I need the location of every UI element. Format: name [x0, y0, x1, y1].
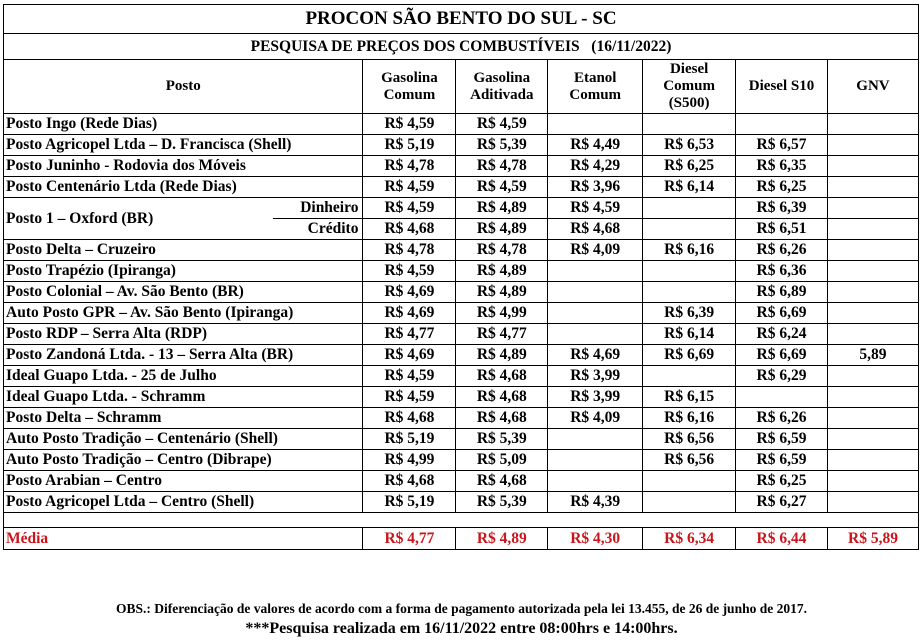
cell-gasolina-aditivada: R$ 5,39: [456, 429, 548, 450]
cell-etanol: R$ 3,96: [548, 177, 643, 198]
cell-gasolina-comum: R$ 4,68: [363, 408, 456, 429]
cell-gasolina-comum: R$ 4,78: [363, 156, 456, 177]
table-row: [4, 282, 919, 303]
cell-etanol: [548, 303, 643, 324]
average-row: [4, 528, 919, 550]
station-name: Posto Agricopel Ltda – D. Francisca (Shell): [4, 135, 363, 156]
cell-gnv: [827, 156, 918, 177]
cell-diesel-s10: R$ 6,25: [736, 177, 828, 198]
average-label: Média: [4, 528, 363, 550]
cell-gnv: [827, 282, 918, 303]
table-row: [4, 135, 919, 156]
cell-gasolina-comum: R$ 4,77: [363, 324, 456, 345]
cell-etanol: R$ 4,49: [548, 135, 643, 156]
observation-note: OBS.: Diferenciação de valores de acordo com a forma de pagamento autorizada pela lei 13.455, de 26 de junho de 2017.: [116, 601, 807, 616]
spacer-row: [4, 513, 919, 528]
cell-gasolina-aditivada: R$ 5,39: [456, 492, 548, 513]
cell-gnv: [827, 324, 918, 345]
cell-gasolina-aditivada: R$ 4,89: [456, 198, 548, 219]
cell-diesel-s10: R$ 6,69: [736, 345, 828, 366]
average-etanol: R$ 4,30: [548, 528, 643, 550]
cell-diesel-comum: [643, 219, 736, 240]
cell-diesel-s10: R$ 6,57: [736, 135, 828, 156]
header-etanol: Etanol Comum: [548, 60, 643, 114]
cell-diesel-comum: R$ 6,25: [643, 156, 736, 177]
cell-etanol: R$ 3,99: [548, 387, 643, 408]
header-posto: Posto: [4, 60, 363, 114]
station-name: Posto Arabian – Centro: [4, 471, 363, 492]
average-gasolina-aditivada: R$ 4,89: [456, 528, 548, 550]
cell-gasolina-comum: R$ 4,59: [363, 177, 456, 198]
cell-gnv: [827, 471, 918, 492]
cell-gasolina-comum: R$ 5,19: [363, 135, 456, 156]
table-row: [4, 492, 919, 513]
cell-diesel-comum: [643, 282, 736, 303]
table-row: [4, 345, 919, 366]
table-row: [4, 366, 919, 387]
station-name: Posto RDP – Serra Alta (RDP): [4, 324, 363, 345]
station-name: Posto Delta – Cruzeiro: [4, 240, 363, 261]
cell-gasolina-comum: R$ 4,59: [363, 387, 456, 408]
cell-gasolina-comum: R$ 4,59: [363, 366, 456, 387]
cell-gasolina-aditivada: R$ 4,68: [456, 387, 548, 408]
cell-gasolina-aditivada: R$ 4,78: [456, 156, 548, 177]
cell-gasolina-aditivada: R$ 4,68: [456, 366, 548, 387]
cell-gasolina-comum: R$ 4,69: [363, 303, 456, 324]
cell-gasolina-aditivada: R$ 4,78: [456, 240, 548, 261]
cell-diesel-comum: R$ 6,16: [643, 240, 736, 261]
cell-gasolina-aditivada: R$ 4,77: [456, 324, 548, 345]
station-name: Ideal Guapo Ltda. - Schramm: [4, 387, 363, 408]
cell-gasolina-aditivada: R$ 4,89: [456, 219, 548, 240]
station-name: Posto Colonial – Av. São Bento (BR): [4, 282, 363, 303]
table-row: [4, 303, 919, 324]
cell-diesel-s10: [736, 387, 828, 408]
station-name: Posto Ingo (Rede Dias): [4, 114, 363, 135]
cell-diesel-s10: R$ 6,59: [736, 429, 828, 450]
cell-gasolina-aditivada: R$ 4,89: [456, 261, 548, 282]
cell-diesel-comum: R$ 6,15: [643, 387, 736, 408]
cell-gnv: [827, 408, 918, 429]
cell-diesel-comum: R$ 6,39: [643, 303, 736, 324]
cell-gasolina-aditivada: R$ 4,99: [456, 303, 548, 324]
table-row: [4, 324, 919, 345]
header-row: [4, 60, 919, 114]
cell-gnv: [827, 135, 918, 156]
cell-gnv: [827, 450, 918, 471]
table-row: [4, 429, 919, 450]
table-row-oxford-dinheiro: [4, 198, 919, 219]
cell-diesel-comum: [643, 198, 736, 219]
cell-diesel-comum: R$ 6,56: [643, 429, 736, 450]
survey-time-note: ***Pesquisa realizada em 16/11/2022 entre 08:00hrs e 14:00hrs.: [245, 620, 678, 637]
cell-gasolina-aditivada: R$ 5,39: [456, 135, 548, 156]
average-gasolina-comum: R$ 4,77: [363, 528, 456, 550]
cell-diesel-comum: [643, 471, 736, 492]
table-subtitle: PESQUISA DE PREÇOS DOS COMBUSTÍVEIS (16/11/2022): [4, 34, 919, 60]
station-name: Posto Juninho - Rodovia dos Móveis: [4, 156, 363, 177]
average-diesel-s10: R$ 6,44: [736, 528, 828, 550]
average-diesel-comum: R$ 6,34: [643, 528, 736, 550]
table-row: [4, 156, 919, 177]
cell-diesel-s10: [736, 114, 828, 135]
cell-gasolina-comum: R$ 5,19: [363, 429, 456, 450]
header-diesel-comum: Diesel Comum (S500): [643, 60, 736, 114]
cell-etanol: R$ 4,09: [548, 408, 643, 429]
cell-etanol: R$ 4,68: [548, 219, 643, 240]
station-name: Ideal Guapo Ltda. - 25 de Julho: [4, 366, 363, 387]
cell-gnv: [827, 198, 918, 219]
cell-diesel-s10: R$ 6,51: [736, 219, 828, 240]
cell-etanol: R$ 4,69: [548, 345, 643, 366]
cell-gnv: [827, 261, 918, 282]
station-name: Auto Posto Tradição – Centenário (Shell): [4, 429, 363, 450]
cell-gnv: [827, 492, 918, 513]
cell-diesel-s10: R$ 6,26: [736, 240, 828, 261]
table-row: [4, 450, 919, 471]
cell-diesel-comum: R$ 6,56: [643, 450, 736, 471]
cell-gasolina-aditivada: R$ 4,89: [456, 345, 548, 366]
cell-etanol: [548, 261, 643, 282]
table-row: [4, 177, 919, 198]
cell-etanol: R$ 4,29: [548, 156, 643, 177]
cell-gasolina-aditivada: R$ 4,68: [456, 408, 548, 429]
cell-diesel-comum: [643, 492, 736, 513]
cell-gasolina-comum: R$ 4,68: [363, 471, 456, 492]
cell-diesel-s10: R$ 6,24: [736, 324, 828, 345]
header-diesel-s10: Diesel S10: [736, 60, 828, 114]
cell-gasolina-aditivada: R$ 4,89: [456, 282, 548, 303]
cell-diesel-s10: R$ 6,59: [736, 450, 828, 471]
cell-gasolina-comum: R$ 4,99: [363, 450, 456, 471]
cell-etanol: R$ 3,99: [548, 366, 643, 387]
cell-gnv: [827, 177, 918, 198]
cell-gasolina-aditivada: R$ 4,68: [456, 471, 548, 492]
cell-gnv: [827, 240, 918, 261]
cell-gasolina-aditivada: R$ 4,59: [456, 177, 548, 198]
price-table: [3, 4, 919, 550]
table-row: [4, 114, 919, 135]
cell-diesel-comum: R$ 6,16: [643, 408, 736, 429]
station-name: Auto Posto Tradição – Centro (Dibrape): [4, 450, 363, 471]
average-gnv: R$ 5,89: [827, 528, 918, 550]
cell-diesel-comum: R$ 6,53: [643, 135, 736, 156]
cell-diesel-s10: R$ 6,89: [736, 282, 828, 303]
cell-gasolina-aditivada: R$ 4,59: [456, 114, 548, 135]
cell-gnv: [827, 429, 918, 450]
header-gnv: GNV: [827, 60, 918, 114]
table-row: [4, 408, 919, 429]
cell-gasolina-comum: R$ 4,59: [363, 114, 456, 135]
station-name: Auto Posto GPR – Av. São Bento (Ipiranga): [4, 303, 363, 324]
cell-diesel-comum: R$ 6,14: [643, 324, 736, 345]
cell-etanol: [548, 282, 643, 303]
cell-diesel-comum: R$ 6,14: [643, 177, 736, 198]
cell-diesel-s10: R$ 6,69: [736, 303, 828, 324]
cell-etanol: [548, 471, 643, 492]
cell-diesel-s10: R$ 6,29: [736, 366, 828, 387]
cell-diesel-s10: R$ 6,35: [736, 156, 828, 177]
cell-diesel-comum: [643, 366, 736, 387]
table-title: PROCON SÃO BENTO DO SUL - SC: [4, 5, 919, 34]
cell-etanol: R$ 4,09: [548, 240, 643, 261]
cell-diesel-s10: R$ 6,25: [736, 471, 828, 492]
cell-diesel-s10: R$ 6,36: [736, 261, 828, 282]
cell-gasolina-comum: R$ 4,59: [363, 261, 456, 282]
cell-gasolina-aditivada: R$ 5,09: [456, 450, 548, 471]
station-name: Posto 1 – Oxford (BR): [4, 198, 274, 240]
table-row: [4, 261, 919, 282]
cell-diesel-s10: R$ 6,39: [736, 198, 828, 219]
cell-diesel-comum: [643, 261, 736, 282]
table-row: [4, 471, 919, 492]
table-row: [4, 240, 919, 261]
cell-gasolina-comum: R$ 4,69: [363, 345, 456, 366]
payment-label: Crédito: [273, 219, 363, 240]
cell-etanol: R$ 4,39: [548, 492, 643, 513]
cell-gnv: [827, 303, 918, 324]
cell-etanol: R$ 4,59: [548, 198, 643, 219]
cell-gasolina-comum: R$ 4,59: [363, 198, 456, 219]
cell-gnv: [827, 114, 918, 135]
station-name: Posto Trapézio (Ipiranga): [4, 261, 363, 282]
cell-etanol: [548, 114, 643, 135]
cell-diesel-comum: [643, 114, 736, 135]
cell-gnv: [827, 219, 918, 240]
table-row: [4, 387, 919, 408]
cell-etanol: [548, 450, 643, 471]
station-name: Posto Delta – Schramm: [4, 408, 363, 429]
cell-gasolina-comum: R$ 4,68: [363, 219, 456, 240]
header-gasolina-aditivada: Gasolina Aditivada: [456, 60, 548, 114]
station-name: Posto Centenário Ltda (Rede Dias): [4, 177, 363, 198]
cell-etanol: [548, 429, 643, 450]
payment-label: Dinheiro: [273, 198, 363, 219]
station-name: Posto Agricopel Ltda – Centro (Shell): [4, 492, 363, 513]
cell-gasolina-comum: R$ 4,69: [363, 282, 456, 303]
cell-diesel-s10: R$ 6,26: [736, 408, 828, 429]
station-name: Posto Zandoná Ltda. - 13 – Serra Alta (BR): [4, 345, 363, 366]
cell-diesel-s10: R$ 6,27: [736, 492, 828, 513]
cell-gasolina-comum: R$ 4,78: [363, 240, 456, 261]
cell-diesel-comum: R$ 6,69: [643, 345, 736, 366]
cell-gnv: [827, 387, 918, 408]
header-gasolina-comum: Gasolina Comum: [363, 60, 456, 114]
cell-etanol: [548, 324, 643, 345]
cell-gnv: [827, 366, 918, 387]
cell-gnv: 5,89: [827, 345, 918, 366]
cell-gasolina-comum: R$ 5,19: [363, 492, 456, 513]
